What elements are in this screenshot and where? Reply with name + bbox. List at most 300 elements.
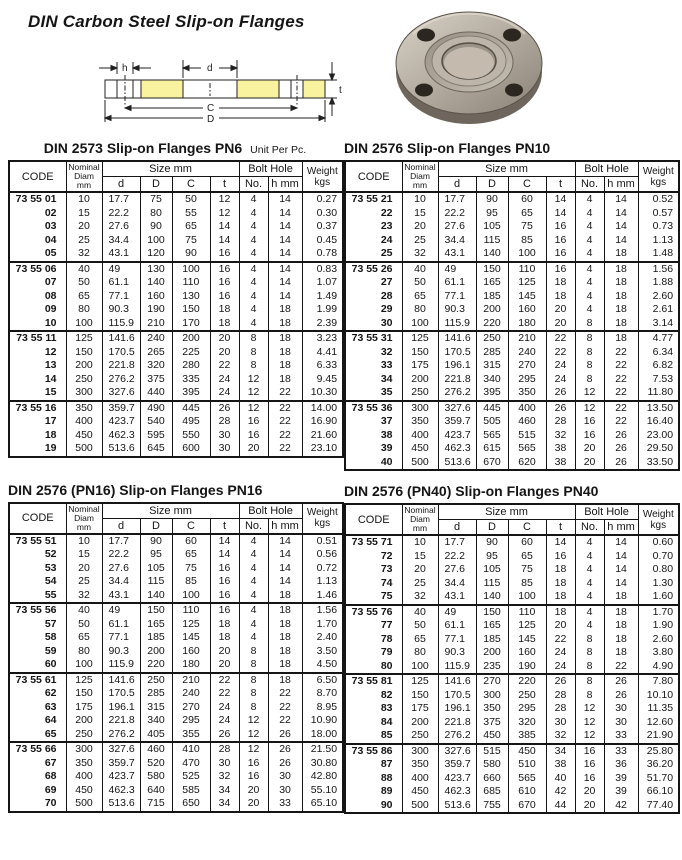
value-cell: 8 xyxy=(239,658,268,673)
value-cell: 20 xyxy=(575,456,604,471)
value-cell: 80 xyxy=(66,303,102,317)
value-cell: 22 xyxy=(604,373,638,387)
value-cell: 4 xyxy=(239,548,268,562)
value-cell: 43.1 xyxy=(438,590,476,605)
value-cell: 28 xyxy=(210,742,239,757)
value-cell: 26 xyxy=(268,757,302,771)
value-cell: 3.14 xyxy=(638,317,679,332)
code-cell: 22 xyxy=(345,207,402,221)
value-cell: 50 xyxy=(66,618,102,632)
table-row xyxy=(9,797,343,812)
value-cell: 24 xyxy=(210,701,239,715)
value-cell: 200 xyxy=(476,303,508,317)
value-cell: 24 xyxy=(546,373,575,387)
dim-label-t: t xyxy=(339,85,342,96)
table-block-pn16 xyxy=(8,482,342,813)
value-cell: 95 xyxy=(140,548,172,562)
value-cell: 540 xyxy=(140,415,172,429)
value-cell: 180 xyxy=(508,317,546,332)
value-cell: 77.1 xyxy=(102,631,140,645)
table-row xyxy=(9,742,343,757)
value-cell: 60 xyxy=(172,534,210,549)
value-cell: 32 xyxy=(402,247,438,262)
value-cell: 6.34 xyxy=(638,346,679,360)
value-cell: 115 xyxy=(476,234,508,248)
header-code: CODE xyxy=(9,503,66,534)
code-cell: 85 xyxy=(345,729,402,744)
code-cell: 53 xyxy=(9,562,66,576)
code-cell: 35 xyxy=(345,386,402,401)
value-cell: 20 xyxy=(575,785,604,799)
value-cell: 18 xyxy=(546,276,575,290)
value-cell: 141.6 xyxy=(102,331,140,346)
value-cell: 10 xyxy=(402,535,438,550)
value-cell: 22.2 xyxy=(102,548,140,562)
value-cell: 160 xyxy=(508,646,546,660)
value-cell: 20 xyxy=(66,220,102,234)
value-cell: 210 xyxy=(140,317,172,332)
value-cell: 300 xyxy=(402,401,438,416)
table-row xyxy=(9,631,343,645)
table-row xyxy=(9,442,343,457)
value-cell: 8 xyxy=(575,633,604,647)
header-nominal-diam: Nominal Diam mm xyxy=(402,161,438,192)
value-cell: 30 xyxy=(210,429,239,443)
value-cell: 105 xyxy=(476,220,508,234)
value-cell: 595 xyxy=(140,429,172,443)
value-cell: 125 xyxy=(402,331,438,346)
value-cell: 18 xyxy=(268,673,302,688)
value-cell: 85 xyxy=(508,577,546,591)
value-cell: 300 xyxy=(402,744,438,759)
value-cell: 34.4 xyxy=(438,577,476,591)
value-cell: 22 xyxy=(210,673,239,688)
section-highlight-right xyxy=(237,80,279,98)
value-cell: 34 xyxy=(210,784,239,798)
value-cell: 175 xyxy=(402,702,438,716)
value-cell: 115.9 xyxy=(438,660,476,675)
value-cell: 510 xyxy=(508,758,546,772)
code-cell: 73 55 31 xyxy=(345,331,402,346)
value-cell: 180 xyxy=(172,658,210,673)
value-cell: 22 xyxy=(604,346,638,360)
value-cell: 18 xyxy=(268,359,302,373)
code-cell: 37 xyxy=(345,415,402,429)
value-cell: 14 xyxy=(268,234,302,248)
table-row xyxy=(345,633,679,647)
code-cell: 73 55 61 xyxy=(9,673,66,688)
value-cell: 4 xyxy=(239,247,268,262)
value-cell: 16 xyxy=(210,247,239,262)
value-cell: 18 xyxy=(604,262,638,277)
value-cell: 315 xyxy=(476,359,508,373)
code-cell: 57 xyxy=(9,618,66,632)
value-cell: 4 xyxy=(575,550,604,564)
code-cell: 10 xyxy=(9,317,66,332)
table-row xyxy=(345,563,679,577)
value-cell: 22 xyxy=(210,359,239,373)
table-row xyxy=(9,534,343,549)
value-cell: 16 xyxy=(575,415,604,429)
value-cell: 460 xyxy=(508,415,546,429)
value-cell: 95 xyxy=(476,550,508,564)
value-cell: 240 xyxy=(172,687,210,701)
value-cell: 80 xyxy=(140,207,172,221)
value-cell: 8 xyxy=(575,373,604,387)
value-cell: 20 xyxy=(239,442,268,457)
value-cell: 685 xyxy=(476,785,508,799)
header-size-mm: Size mm xyxy=(438,161,575,177)
table-row xyxy=(9,346,343,360)
value-cell: 335 xyxy=(172,373,210,387)
value-cell: 0.52 xyxy=(638,192,679,207)
value-cell: 90.3 xyxy=(438,303,476,317)
value-cell: 4 xyxy=(575,303,604,317)
value-cell: 525 xyxy=(172,770,210,784)
table-row xyxy=(9,701,343,715)
value-cell: 4.50 xyxy=(302,658,343,673)
code-cell: 33 xyxy=(345,359,402,373)
header-weight: Weight kgs xyxy=(302,161,343,192)
value-cell: 185 xyxy=(476,290,508,304)
table-block-pn10 xyxy=(344,140,678,471)
value-cell: 125 xyxy=(402,674,438,689)
value-cell: 4 xyxy=(575,276,604,290)
value-cell: 645 xyxy=(140,442,172,457)
value-cell: 8 xyxy=(239,673,268,688)
code-cell: 75 xyxy=(345,590,402,605)
header-size-col: t xyxy=(546,520,575,536)
value-cell: 60 xyxy=(508,192,546,207)
value-cell: 141.6 xyxy=(438,674,476,689)
value-cell: 10 xyxy=(66,192,102,207)
code-cell: 70 xyxy=(9,797,66,812)
value-cell: 400 xyxy=(508,401,546,416)
flange-photo xyxy=(388,4,550,134)
table-row xyxy=(9,687,343,701)
value-cell: 33 xyxy=(604,744,638,759)
table-row xyxy=(9,207,343,221)
table-row xyxy=(9,562,343,576)
value-cell: 26 xyxy=(210,728,239,743)
value-cell: 21.60 xyxy=(302,429,343,443)
table-row xyxy=(345,689,679,703)
value-cell: 4 xyxy=(239,562,268,576)
table-row xyxy=(9,303,343,317)
value-cell: 8 xyxy=(239,687,268,701)
value-cell: 170 xyxy=(172,317,210,332)
value-cell: 18 xyxy=(604,331,638,346)
header-weight: Weight kgs xyxy=(302,503,343,534)
table-row xyxy=(9,589,343,604)
value-cell: 85 xyxy=(172,575,210,589)
value-cell: 0.72 xyxy=(302,562,343,576)
table-row xyxy=(345,331,679,346)
value-cell: 77.1 xyxy=(438,633,476,647)
value-cell: 65 xyxy=(402,633,438,647)
value-cell: 565 xyxy=(476,429,508,443)
value-cell: 300 xyxy=(476,689,508,703)
value-cell: 160 xyxy=(508,303,546,317)
value-cell: 4 xyxy=(239,534,268,549)
table-row xyxy=(345,262,679,277)
value-cell: 235 xyxy=(476,660,508,675)
value-cell: 240 xyxy=(508,346,546,360)
table-row xyxy=(345,276,679,290)
value-cell: 1.88 xyxy=(638,276,679,290)
value-cell: 30 xyxy=(546,716,575,730)
value-cell: 200 xyxy=(140,645,172,659)
code-cell: 13 xyxy=(9,359,66,373)
value-cell: 12 xyxy=(575,401,604,416)
value-cell: 65 xyxy=(508,550,546,564)
value-cell: 23.00 xyxy=(638,429,679,443)
header-code: CODE xyxy=(345,161,402,192)
value-cell: 375 xyxy=(476,716,508,730)
value-cell: 17.7 xyxy=(438,192,476,207)
value-cell: 4 xyxy=(575,577,604,591)
value-cell: 25 xyxy=(402,577,438,591)
value-cell: 40 xyxy=(402,262,438,277)
value-cell: 61.1 xyxy=(438,276,476,290)
value-cell: 220 xyxy=(476,317,508,332)
value-cell: 16 xyxy=(239,757,268,771)
value-cell: 0.30 xyxy=(302,207,343,221)
value-cell: 125 xyxy=(508,619,546,633)
value-cell: 1.56 xyxy=(302,603,343,618)
value-cell: 105 xyxy=(140,562,172,576)
value-cell: 170.5 xyxy=(438,689,476,703)
value-cell: 18 xyxy=(268,303,302,317)
value-cell: 14 xyxy=(210,548,239,562)
header-bolt-col: h mm xyxy=(604,520,638,536)
value-cell: 115 xyxy=(140,575,172,589)
code-cell: 27 xyxy=(345,276,402,290)
table-row xyxy=(345,456,679,471)
value-cell: 14 xyxy=(268,575,302,589)
value-cell: 25 xyxy=(66,575,102,589)
value-cell: 16 xyxy=(239,770,268,784)
value-cell: 34 xyxy=(546,744,575,759)
value-cell: 61.1 xyxy=(102,276,140,290)
value-cell: 22 xyxy=(268,714,302,728)
value-cell: 276.2 xyxy=(438,729,476,744)
table-title-pn16: DIN 2576 (PN16) Slip-on Flanges PN16 xyxy=(8,481,263,498)
value-cell: 320 xyxy=(508,716,546,730)
value-cell: 1.48 xyxy=(638,247,679,262)
section-highlight-end xyxy=(303,80,325,98)
value-cell: 450 xyxy=(402,442,438,456)
header-nominal-diam: Nominal Diam mm xyxy=(66,503,102,534)
value-cell: 145 xyxy=(508,290,546,304)
header-size-col: D xyxy=(140,177,172,193)
value-cell: 51.70 xyxy=(638,772,679,786)
value-cell: 30 xyxy=(604,702,638,716)
value-cell: 285 xyxy=(476,346,508,360)
value-cell: 1.49 xyxy=(302,290,343,304)
header-weight: Weight kgs xyxy=(638,161,679,192)
value-cell: 196.1 xyxy=(438,702,476,716)
left-table-column xyxy=(8,140,342,813)
value-cell: 66.10 xyxy=(638,785,679,799)
value-cell: 8 xyxy=(575,359,604,373)
code-cell: 54 xyxy=(9,575,66,589)
value-cell: 110 xyxy=(508,605,546,620)
value-cell: 14 xyxy=(604,577,638,591)
value-cell: 110 xyxy=(172,603,210,618)
code-cell: 73 55 51 xyxy=(9,534,66,549)
value-cell: 22 xyxy=(268,429,302,443)
value-cell: 170.5 xyxy=(438,346,476,360)
value-cell: 0.83 xyxy=(302,262,343,277)
value-cell: 22 xyxy=(604,386,638,401)
value-cell: 80 xyxy=(402,303,438,317)
value-cell: 110 xyxy=(508,262,546,277)
value-cell: 24 xyxy=(210,714,239,728)
flange-section-bar xyxy=(105,80,325,98)
value-cell: 8 xyxy=(239,346,268,360)
code-cell: 09 xyxy=(9,303,66,317)
value-cell: 350 xyxy=(508,386,546,401)
value-cell: 16 xyxy=(210,262,239,277)
value-cell: 240 xyxy=(140,331,172,346)
value-cell: 8.70 xyxy=(302,687,343,701)
value-cell: 14 xyxy=(210,534,239,549)
page-title: DIN Carbon Steel Slip-on Flanges xyxy=(28,12,305,31)
value-cell: 90.3 xyxy=(438,646,476,660)
value-cell: 27.6 xyxy=(438,220,476,234)
value-cell: 4 xyxy=(575,192,604,207)
value-cell: 115 xyxy=(476,577,508,591)
value-cell: 16 xyxy=(239,429,268,443)
value-cell: 315 xyxy=(140,701,172,715)
value-cell: 10 xyxy=(66,534,102,549)
value-cell: 60 xyxy=(508,535,546,550)
value-cell: 221.8 xyxy=(438,373,476,387)
value-cell: 36.20 xyxy=(638,758,679,772)
value-cell: 0.70 xyxy=(638,550,679,564)
header-bolt-hole: Bolt Hole xyxy=(239,161,302,177)
value-cell: 405 xyxy=(140,728,172,743)
table-row xyxy=(345,619,679,633)
dim-label-h: h xyxy=(122,63,128,74)
value-cell: 18 xyxy=(604,290,638,304)
value-cell: 16 xyxy=(210,589,239,604)
value-cell: 190 xyxy=(140,303,172,317)
value-cell: 520 xyxy=(140,757,172,771)
value-cell: 18 xyxy=(210,618,239,632)
table-row xyxy=(9,658,343,673)
value-cell: 221.8 xyxy=(102,714,140,728)
value-cell: 190 xyxy=(508,660,546,675)
value-cell: 513.6 xyxy=(102,797,140,812)
value-cell: 0.45 xyxy=(302,234,343,248)
value-cell: 18 xyxy=(604,646,638,660)
value-cell: 25.80 xyxy=(638,744,679,759)
value-cell: 670 xyxy=(508,799,546,814)
value-cell: 12 xyxy=(239,386,268,401)
value-cell: 327.6 xyxy=(102,386,140,401)
value-cell: 350 xyxy=(476,702,508,716)
value-cell: 100 xyxy=(66,317,102,332)
code-cell: 32 xyxy=(345,346,402,360)
value-cell: 26 xyxy=(604,689,638,703)
value-cell: 0.27 xyxy=(302,192,343,207)
table-row xyxy=(9,645,343,659)
header-bolt-col: h mm xyxy=(268,518,302,534)
spec-table-pn16 xyxy=(8,502,344,813)
value-cell: 25 xyxy=(66,234,102,248)
value-cell: 14 xyxy=(268,220,302,234)
code-cell: 72 xyxy=(345,550,402,564)
value-cell: 0.78 xyxy=(302,247,343,262)
table-row xyxy=(345,303,679,317)
value-cell: 16 xyxy=(546,550,575,564)
value-cell: 1.70 xyxy=(638,605,679,620)
value-cell: 200 xyxy=(402,716,438,730)
value-cell: 4 xyxy=(239,603,268,618)
value-cell: 270 xyxy=(172,701,210,715)
table-row xyxy=(9,276,343,290)
value-cell: 20 xyxy=(210,346,239,360)
value-cell: 55 xyxy=(172,207,210,221)
value-cell: 2.40 xyxy=(302,631,343,645)
value-cell: 65 xyxy=(402,290,438,304)
value-cell: 18 xyxy=(604,303,638,317)
header-bolt-col: No. xyxy=(575,177,604,193)
header-bolt-col: h mm xyxy=(604,177,638,193)
value-cell: 359.7 xyxy=(102,401,140,416)
table-row xyxy=(9,317,343,332)
value-cell: 165 xyxy=(476,276,508,290)
code-cell: 12 xyxy=(9,346,66,360)
value-cell: 359.7 xyxy=(438,758,476,772)
value-cell: 90 xyxy=(140,220,172,234)
value-cell: 755 xyxy=(476,799,508,814)
value-cell: 18 xyxy=(604,317,638,332)
value-cell: 16 xyxy=(546,220,575,234)
value-cell: 140 xyxy=(476,247,508,262)
value-cell: 95 xyxy=(476,207,508,221)
bolt-hole xyxy=(417,29,435,42)
value-cell: 4 xyxy=(239,618,268,632)
spec-table-pn6 xyxy=(8,160,344,458)
value-cell: 6.82 xyxy=(638,359,679,373)
value-cell: 175 xyxy=(66,701,102,715)
value-cell: 4 xyxy=(575,234,604,248)
code-cell: 60 xyxy=(9,658,66,673)
value-cell: 340 xyxy=(140,714,172,728)
value-cell: 77.1 xyxy=(102,290,140,304)
table-row xyxy=(9,714,343,728)
value-cell: 1.30 xyxy=(638,577,679,591)
value-cell: 4 xyxy=(239,276,268,290)
value-cell: 0.73 xyxy=(638,220,679,234)
value-cell: 14 xyxy=(268,562,302,576)
value-cell: 14 xyxy=(604,550,638,564)
value-cell: 196.1 xyxy=(102,701,140,715)
value-cell: 175 xyxy=(402,359,438,373)
value-cell: 250 xyxy=(66,373,102,387)
table-row xyxy=(345,646,679,660)
header-size-col: t xyxy=(210,518,239,534)
header-bolt-hole: Bolt Hole xyxy=(575,504,638,520)
value-cell: 0.56 xyxy=(302,548,343,562)
value-cell: 14 xyxy=(604,234,638,248)
value-cell: 18 xyxy=(268,331,302,346)
value-cell: 65.10 xyxy=(302,797,343,812)
value-cell: 14 xyxy=(268,276,302,290)
